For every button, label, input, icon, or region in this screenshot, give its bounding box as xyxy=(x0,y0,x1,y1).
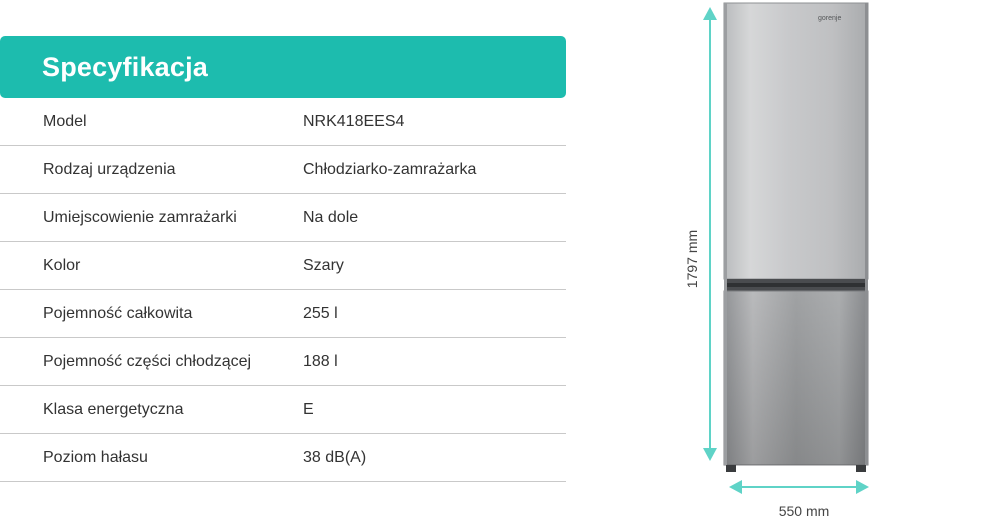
spec-value: NRK418EES4 xyxy=(303,112,405,130)
spec-value: 188 l xyxy=(303,352,338,370)
width-dimension-arrow xyxy=(729,480,869,494)
spec-table xyxy=(0,98,566,482)
spec-value: Szary xyxy=(303,256,344,274)
spec-label: Kolor xyxy=(43,256,81,274)
spec-row-fridge-capacity xyxy=(0,338,566,386)
brand-logo-text: gorenje xyxy=(818,15,842,22)
spec-row-color xyxy=(0,242,566,290)
spec-row-freezer-position xyxy=(0,194,566,242)
spec-row-type xyxy=(0,146,566,194)
fridge-illustration xyxy=(660,0,989,519)
spec-row-noise-level xyxy=(0,434,566,482)
spec-value: Chłodziarko-zamrażarka xyxy=(303,160,477,178)
spec-label: Rodzaj urządzenia xyxy=(43,160,176,178)
height-label-wrap xyxy=(682,229,702,289)
spec-value: Na dole xyxy=(303,208,359,226)
spec-row-energy-class xyxy=(0,386,566,434)
spec-value: E xyxy=(303,400,314,418)
spec-value: 255 l xyxy=(303,304,338,322)
height-label: 1797 mm xyxy=(684,229,700,289)
spec-label: Model xyxy=(43,112,87,130)
spec-label: Klasa energetyczna xyxy=(43,400,184,418)
spec-label: Umiejscowienie zamrażarki xyxy=(43,208,237,226)
spec-label: Pojemność całkowita xyxy=(43,304,193,322)
spec-value: 38 dB(A) xyxy=(303,448,367,466)
spec-header xyxy=(0,36,566,98)
width-label: 550 mm xyxy=(778,503,830,519)
spec-title: Specyfikacja xyxy=(42,51,209,82)
fridge-figure xyxy=(660,0,989,519)
spec-label: Pojemność części chłodzącej xyxy=(43,352,252,370)
spec-row-model xyxy=(0,98,566,146)
fridge-body xyxy=(724,3,868,472)
brand-logo xyxy=(818,15,841,22)
spec-label: Poziom hałasu xyxy=(43,448,148,466)
spec-row-total-capacity xyxy=(0,290,566,338)
height-dimension-arrow xyxy=(703,7,717,461)
